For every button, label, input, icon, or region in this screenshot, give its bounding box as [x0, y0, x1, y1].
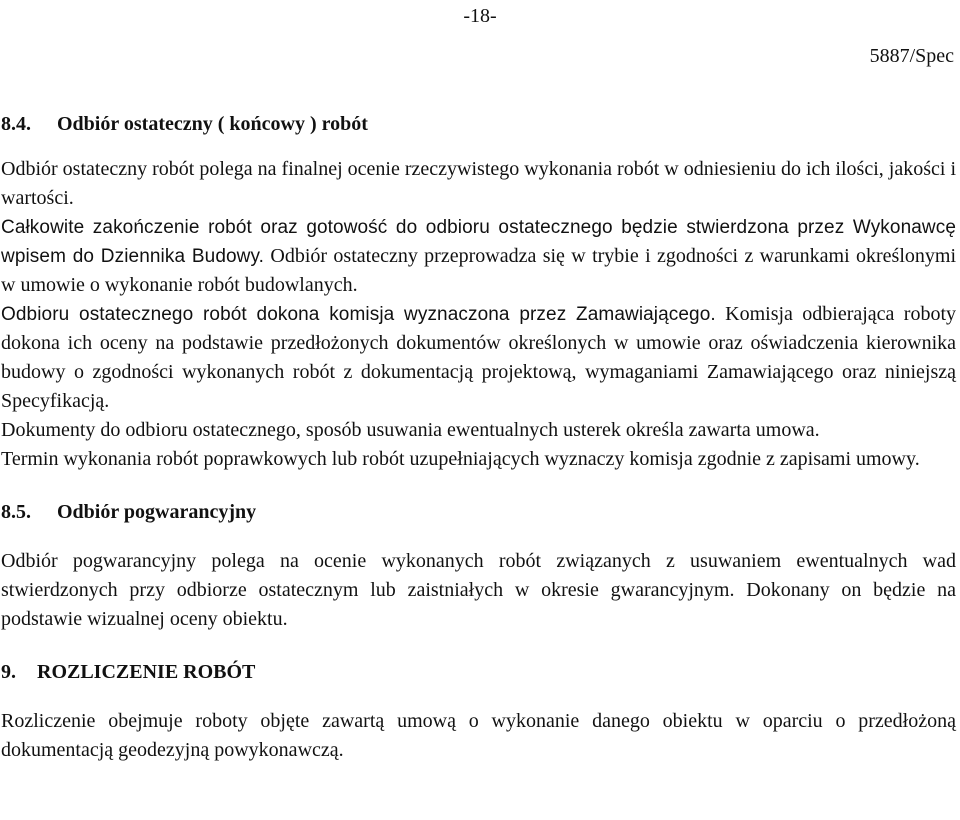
section-number: 8.5.: [1, 501, 31, 523]
paragraph-fragment: Odbiór ostateczny przeprowadza się w trybie i zgodności z warunkami określonymi w umowie o wykonanie robót budowlanych.: [1, 245, 957, 296]
paragraph-sans-fragment: Odbioru ostatecznego robót dokona komisja wyznaczona przez Zamawiającego.: [1, 304, 716, 325]
paragraph: Termin wykonania robót poprawkowych lub robót uzupełniających wyznaczy komisja zgodnie z zapisami umowy.: [1, 448, 920, 470]
paragraph-sans-fragment: Całkowite zakończenie robót oraz gotowość do odbioru ostatecznego będzie stwierdzona przez Wykonawcę wpisem do Dziennika Budowy.: [1, 217, 956, 267]
paragraph: Rozliczenie obejmuje roboty objęte zawartą umową o wykonanie danego obiektu w oparciu o przedłożoną dokumentacją geodezyjną powykonawczą.: [1, 710, 956, 761]
section-number: 8.4.: [1, 113, 31, 135]
section-title: Odbiór pogwarancyjny: [57, 501, 257, 523]
section-heading-9: [1, 658, 956, 687]
paragraph: [1, 300, 956, 416]
section-heading-8-4: [1, 110, 956, 139]
section-title: Odbiór ostateczny ( końcowy ) robót: [57, 113, 368, 135]
paragraph: Dokumenty do odbioru ostatecznego, sposób usuwania ewentualnych usterek określa zawarta umowa.: [1, 419, 820, 441]
section-heading-8-5: [1, 498, 956, 527]
paragraph: [1, 213, 956, 300]
paragraph: Odbiór pogwarancyjny polega na ocenie wykonanych robót związanych z usuwaniem ewentualnych wad stwierdzonych przy odbiorze ostatecznym lub zaistniałych w okresie gwarancyjnym. Dokonany on będzie na podstawie wizualnej oceny obiektu.: [1, 550, 956, 630]
section-number: 9.: [1, 661, 16, 683]
paragraph-fragment: Komisja odbierająca roboty dokona ich oceny na podstawie przedłożonych dokumentów określonych w umowie oraz oświadczenia kierownika budowy o zgodności wykonanych robót z dokumentacją projektową, wymaganiami Zamawiającego oraz niniejszą Specyfikacją.: [1, 303, 957, 412]
document-body: [1, 110, 956, 765]
section-title: ROZLICZENIE ROBÓT: [37, 661, 256, 683]
paragraph: Odbiór ostateczny robót polega na finalnej ocenie rzeczywistego wykonania robót w odniesieniu do ich ilości, jakości i wartości.: [1, 158, 956, 209]
document-code: 5887/Spec: [869, 45, 954, 67]
page-number: -18-: [463, 5, 497, 27]
